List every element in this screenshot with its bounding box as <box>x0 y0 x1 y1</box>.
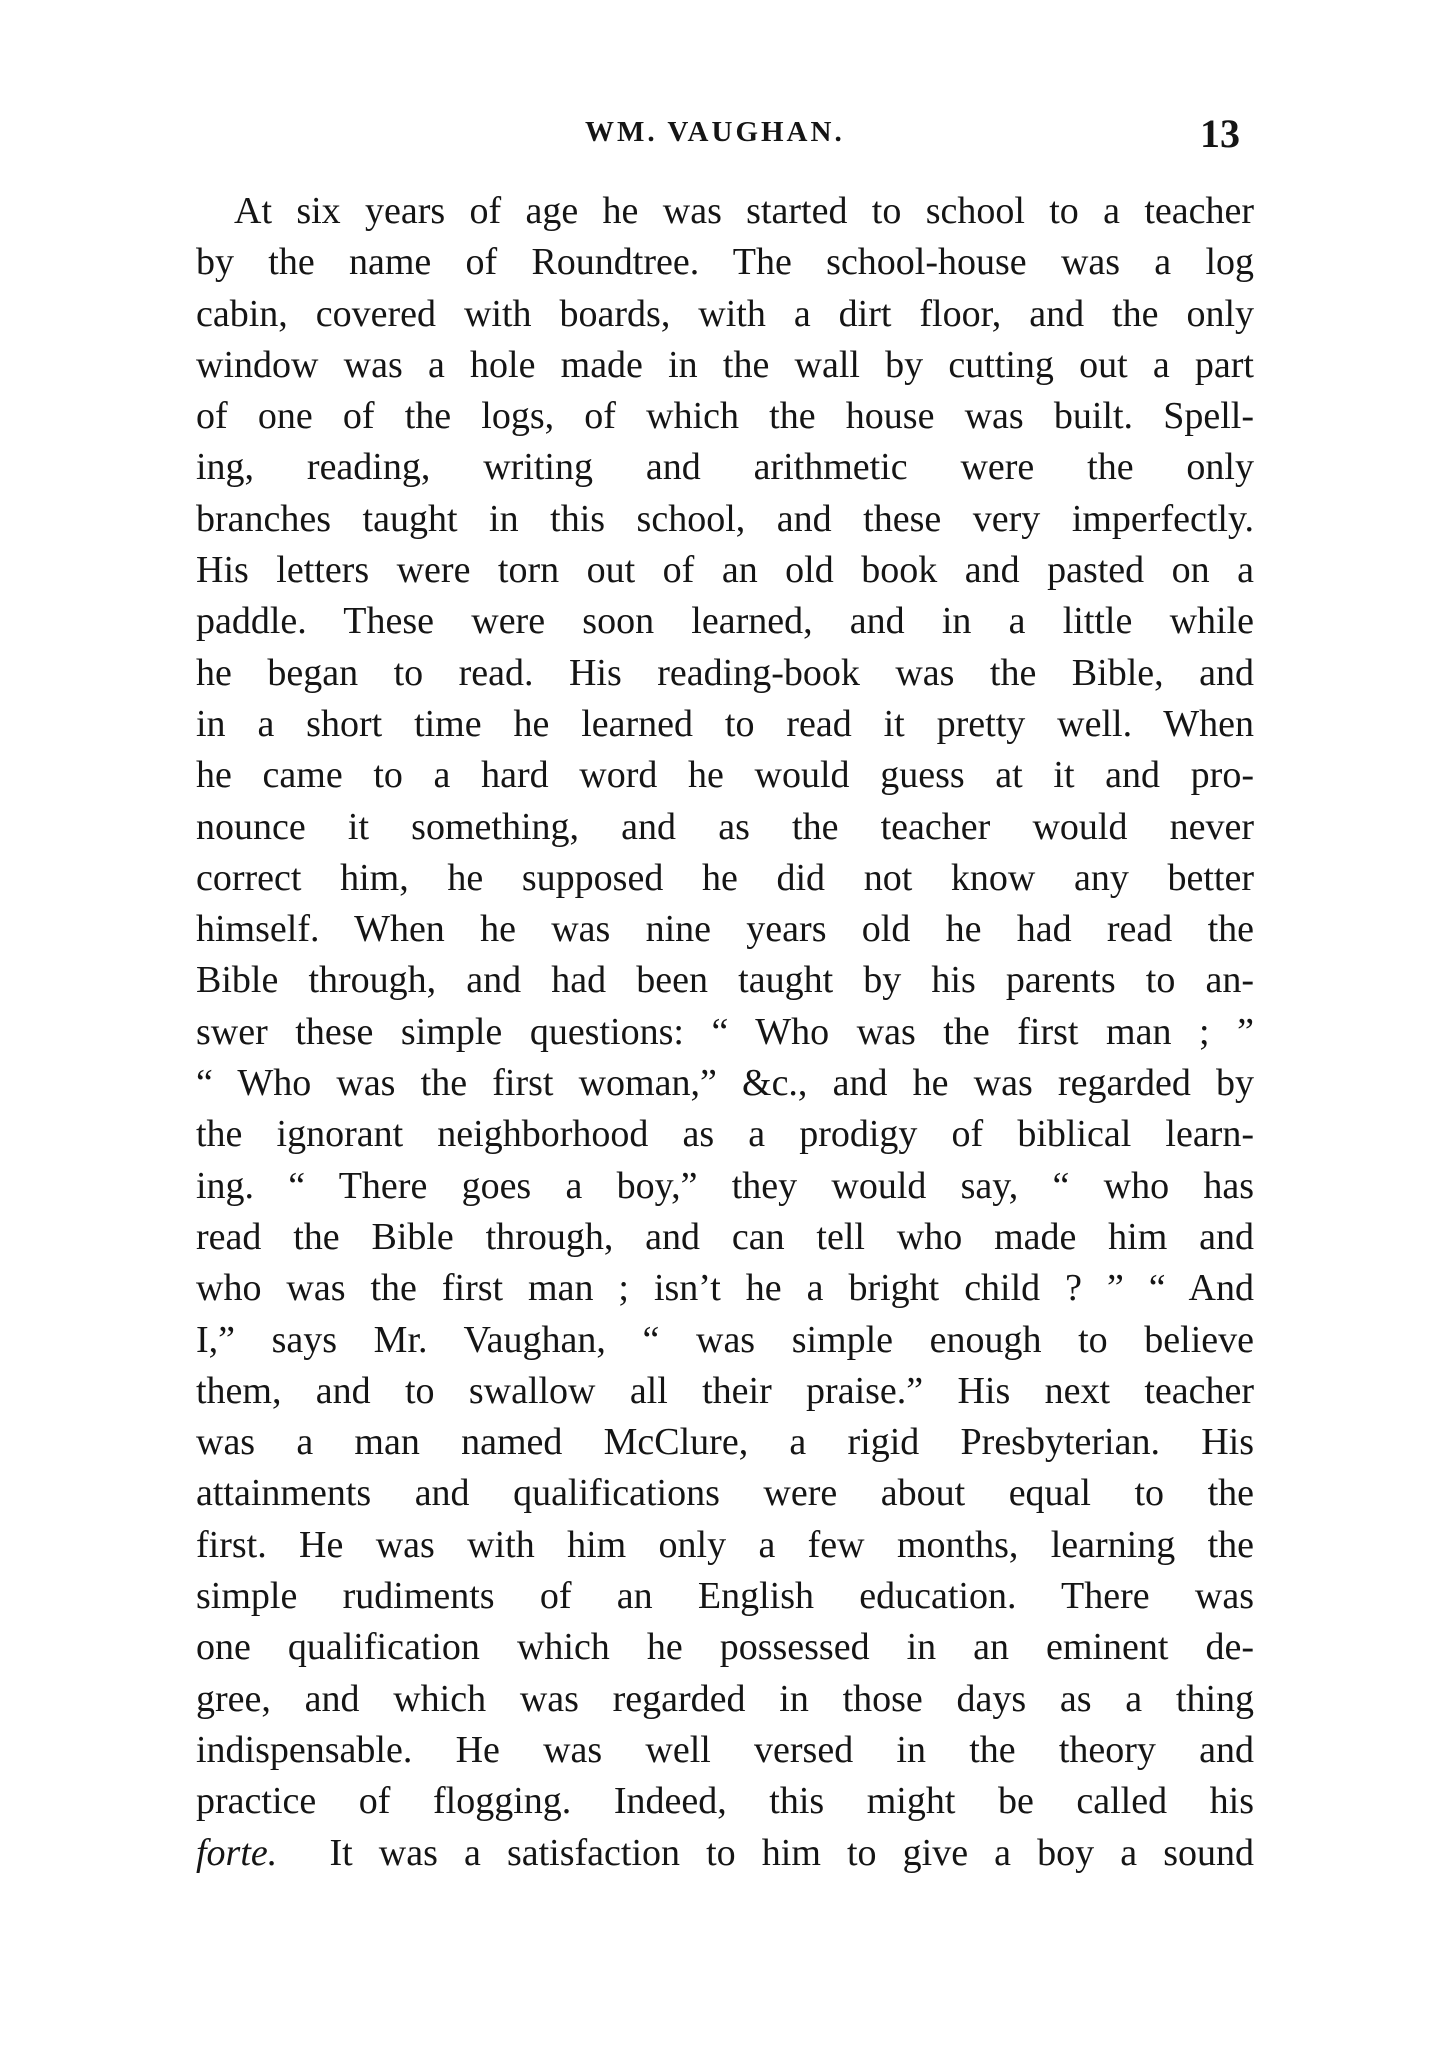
text-line: was a man named McClure, a rigid Presbyterian. His <box>196 1421 1254 1464</box>
text-line: by the name of Roundtree. The school-house was a log <box>196 241 1254 284</box>
text-line: ing, reading, writing and arithmetic were the only <box>196 446 1254 489</box>
text-line: of one of the logs, of which the house was built. Spell- <box>196 395 1254 438</box>
text-line: he began to read. His reading-book was the Bible, and <box>196 651 1254 694</box>
text-line: who was the first man ; isn’t he a bright child ? ” “ And <box>196 1267 1254 1310</box>
text-line: His letters were torn out of an old book and pasted on a <box>196 549 1254 592</box>
text-line: “ Who was the first woman,” &c., and he was regarded by <box>196 1062 1254 1105</box>
text-line: first. He was with him only a few months, learning the <box>196 1523 1254 1566</box>
text-line: indispensable. He was well versed in the theory and <box>196 1728 1254 1771</box>
text-line: branches taught in this school, and these very imperfectly. <box>196 497 1254 540</box>
text-line: gree, and which was regarded in those days as a thing <box>196 1677 1254 1720</box>
italic-word: forte. <box>196 1831 278 1874</box>
last-line-text: It was a satisfaction to him to give a boy a sound <box>329 1831 1254 1874</box>
text-line-last <box>196 1828 1254 1879</box>
text-line: Bible through, and had been taught by his parents to an- <box>196 959 1254 1002</box>
text-line: I,” says Mr. Vaughan, “ was simple enough to believe <box>196 1318 1254 1361</box>
text-line: ing. “ There goes a boy,” they would say, “ who has <box>196 1164 1254 1207</box>
page-number: 13 <box>1200 111 1240 156</box>
text-line: cabin, covered with boards, with a dirt floor, and the only <box>196 292 1254 335</box>
text-line: attainments and qualifications were about equal to the <box>196 1472 1254 1515</box>
text-line: read the Bible through, and can tell who made him and <box>196 1215 1254 1258</box>
text-line: one qualification which he possessed in an eminent de- <box>196 1626 1254 1669</box>
text-line: practice of flogging. Indeed, this might be called his <box>196 1780 1254 1823</box>
text-line: window was a hole made in the wall by cutting out a part <box>196 343 1254 386</box>
text-line: in a short time he learned to read it pretty well. When <box>196 702 1254 745</box>
text-line: them, and to swallow all their praise.” His next teacher <box>196 1369 1254 1412</box>
text-line: swer these simple questions: “ Who was the first man ; ” <box>196 1010 1254 1053</box>
body-paragraph <box>196 186 1254 1879</box>
text-line: paddle. These were soon learned, and in a little while <box>196 600 1254 643</box>
text-line: simple rudiments of an English education. There was <box>196 1575 1254 1618</box>
text-line: himself. When he was nine years old he had read the <box>196 908 1254 951</box>
running-head <box>0 110 1445 160</box>
text-line: correct him, he supposed he did not know any better <box>196 856 1254 899</box>
text-line: nounce it something, and as the teacher would never <box>196 805 1254 848</box>
text-line: he came to a hard word he would guess at it and pro- <box>196 754 1254 797</box>
text-line: At six years of age he was started to school to a teacher <box>234 190 1254 232</box>
text-line: the ignorant neighborhood as a prodigy of biblical learn- <box>196 1113 1254 1156</box>
running-title: WM. VAUGHAN. <box>585 116 845 148</box>
